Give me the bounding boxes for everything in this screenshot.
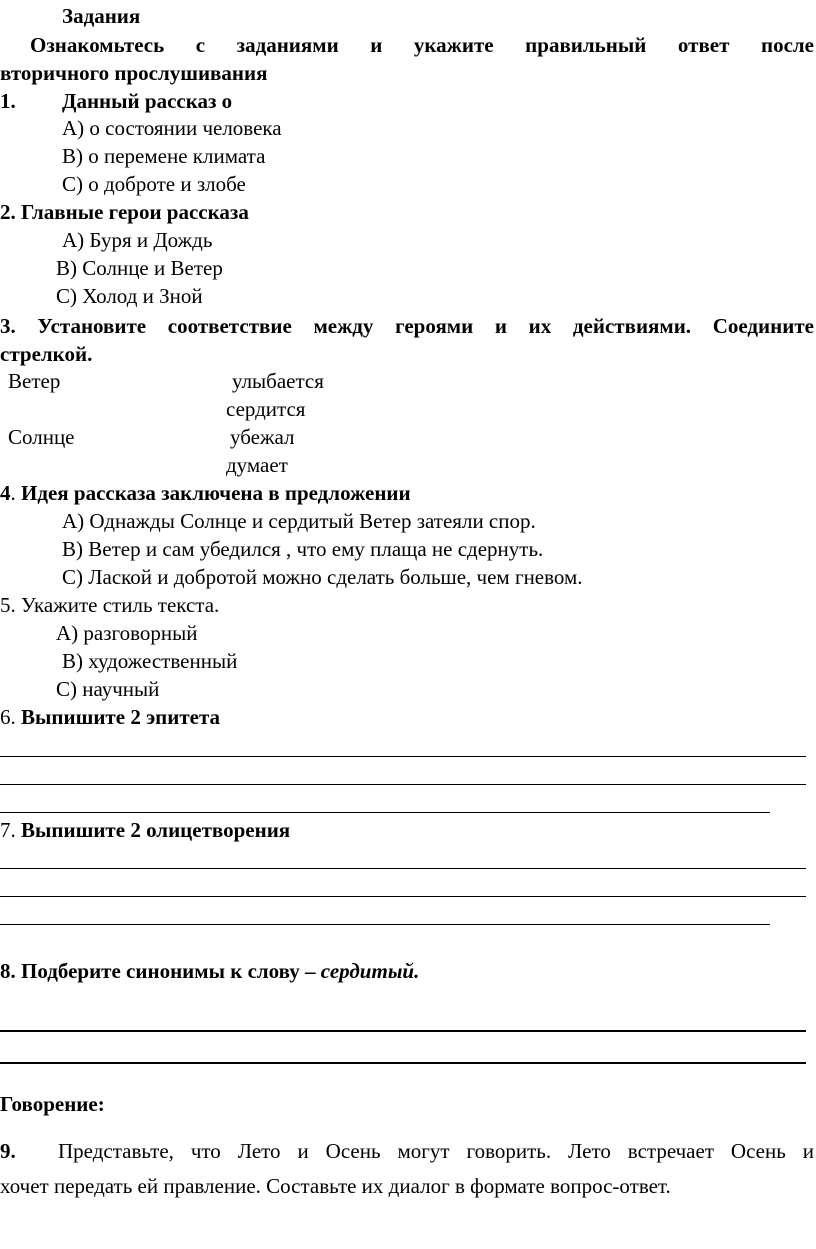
q1-number: 1. bbox=[0, 89, 16, 113]
q5-option-a: А) разговорный bbox=[56, 621, 198, 645]
q2-question: 2. Главные герои рассказа bbox=[0, 200, 249, 224]
q3-hero-sun: Солнце bbox=[8, 425, 75, 449]
speaking-title: Говорение: bbox=[0, 1092, 105, 1116]
q4-number: 4 bbox=[0, 481, 11, 505]
q5-option-b: В) художественный bbox=[62, 649, 238, 673]
q6-answer-line-3[interactable] bbox=[0, 812, 770, 813]
q9-text-line-1: Представьте, что Лето и Осень могут говорить. Лето встречает Осень и bbox=[58, 1139, 814, 1163]
q2-option-a: А) Буря и Дождь bbox=[62, 228, 213, 252]
q8-text: 8. Подберите синонимы к слову – bbox=[0, 959, 316, 983]
q3-action-angry: сердится bbox=[226, 397, 306, 421]
q8-answer-line-2[interactable] bbox=[0, 1062, 806, 1064]
q4-dot: . bbox=[10, 481, 16, 505]
q3-hero-wind: Ветер bbox=[8, 369, 61, 393]
page-title: Задания bbox=[62, 4, 141, 28]
q4-option-a: А) Однажды Солнце и сердитый Ветер затеяли спор. bbox=[62, 509, 536, 533]
q4-question bbox=[0, 480, 411, 506]
q1-option-c: С) о доброте и злобе bbox=[62, 172, 246, 196]
q6-text: Выпишите 2 эпитета bbox=[21, 705, 221, 729]
intro-line-2: вторичного прослушивания bbox=[0, 61, 268, 85]
q6-number: 6. bbox=[0, 705, 16, 729]
q3-action-thinks: думает bbox=[226, 453, 288, 477]
q9-number: 9. bbox=[0, 1139, 16, 1163]
q7-answer-line-2[interactable] bbox=[0, 896, 806, 897]
intro-line-1: Ознакомьтесь с заданиями и укажите правильный ответ после bbox=[30, 33, 814, 57]
q7-question bbox=[0, 817, 290, 843]
q8-answer-line-1[interactable] bbox=[0, 1030, 806, 1032]
q7-text: Выпишите 2 олицетворения bbox=[21, 818, 291, 842]
q3-question-line-2: стрелкой. bbox=[0, 342, 93, 366]
q9-text-line-2: хочет передать ей правление. Составьте их диалог в формате вопрос-ответ. bbox=[0, 1174, 671, 1198]
q6-answer-line-1[interactable] bbox=[0, 756, 806, 757]
q4-option-b: В) Ветер и сам убедился , что ему плаща не сдернуть. bbox=[62, 537, 544, 561]
q1-option-a: А) о состоянии человека bbox=[62, 116, 282, 140]
q1-option-b: В) о перемене климата bbox=[62, 144, 266, 168]
q3-question-line-1: 3. Установите соответствие между героями и их действиями. Соедините bbox=[0, 314, 814, 338]
q2-option-b: В) Солнце и Ветер bbox=[56, 256, 223, 280]
q2-option-c: С) Холод и Зной bbox=[56, 284, 203, 308]
q3-action-ran-away: убежал bbox=[230, 425, 295, 449]
q7-answer-line-1[interactable] bbox=[0, 868, 806, 869]
q5-question: 5. Укажите стиль текста. bbox=[0, 593, 220, 617]
q8-question bbox=[0, 958, 419, 984]
q6-question bbox=[0, 704, 220, 730]
q7-number: 7. bbox=[0, 818, 16, 842]
q5-option-c: С) научный bbox=[56, 677, 160, 701]
q1-question: Данный рассказ о bbox=[62, 89, 233, 113]
q4-text: Идея рассказа заключена в предложении bbox=[21, 481, 411, 505]
q4-option-c: С) Лаской и добротой можно сделать больше, чем гневом. bbox=[62, 565, 583, 589]
q8-word: сердитый. bbox=[320, 959, 420, 983]
q3-action-smiles: улыбается bbox=[232, 369, 324, 393]
q7-answer-line-3[interactable] bbox=[0, 924, 770, 925]
q6-answer-line-2[interactable] bbox=[0, 784, 806, 785]
